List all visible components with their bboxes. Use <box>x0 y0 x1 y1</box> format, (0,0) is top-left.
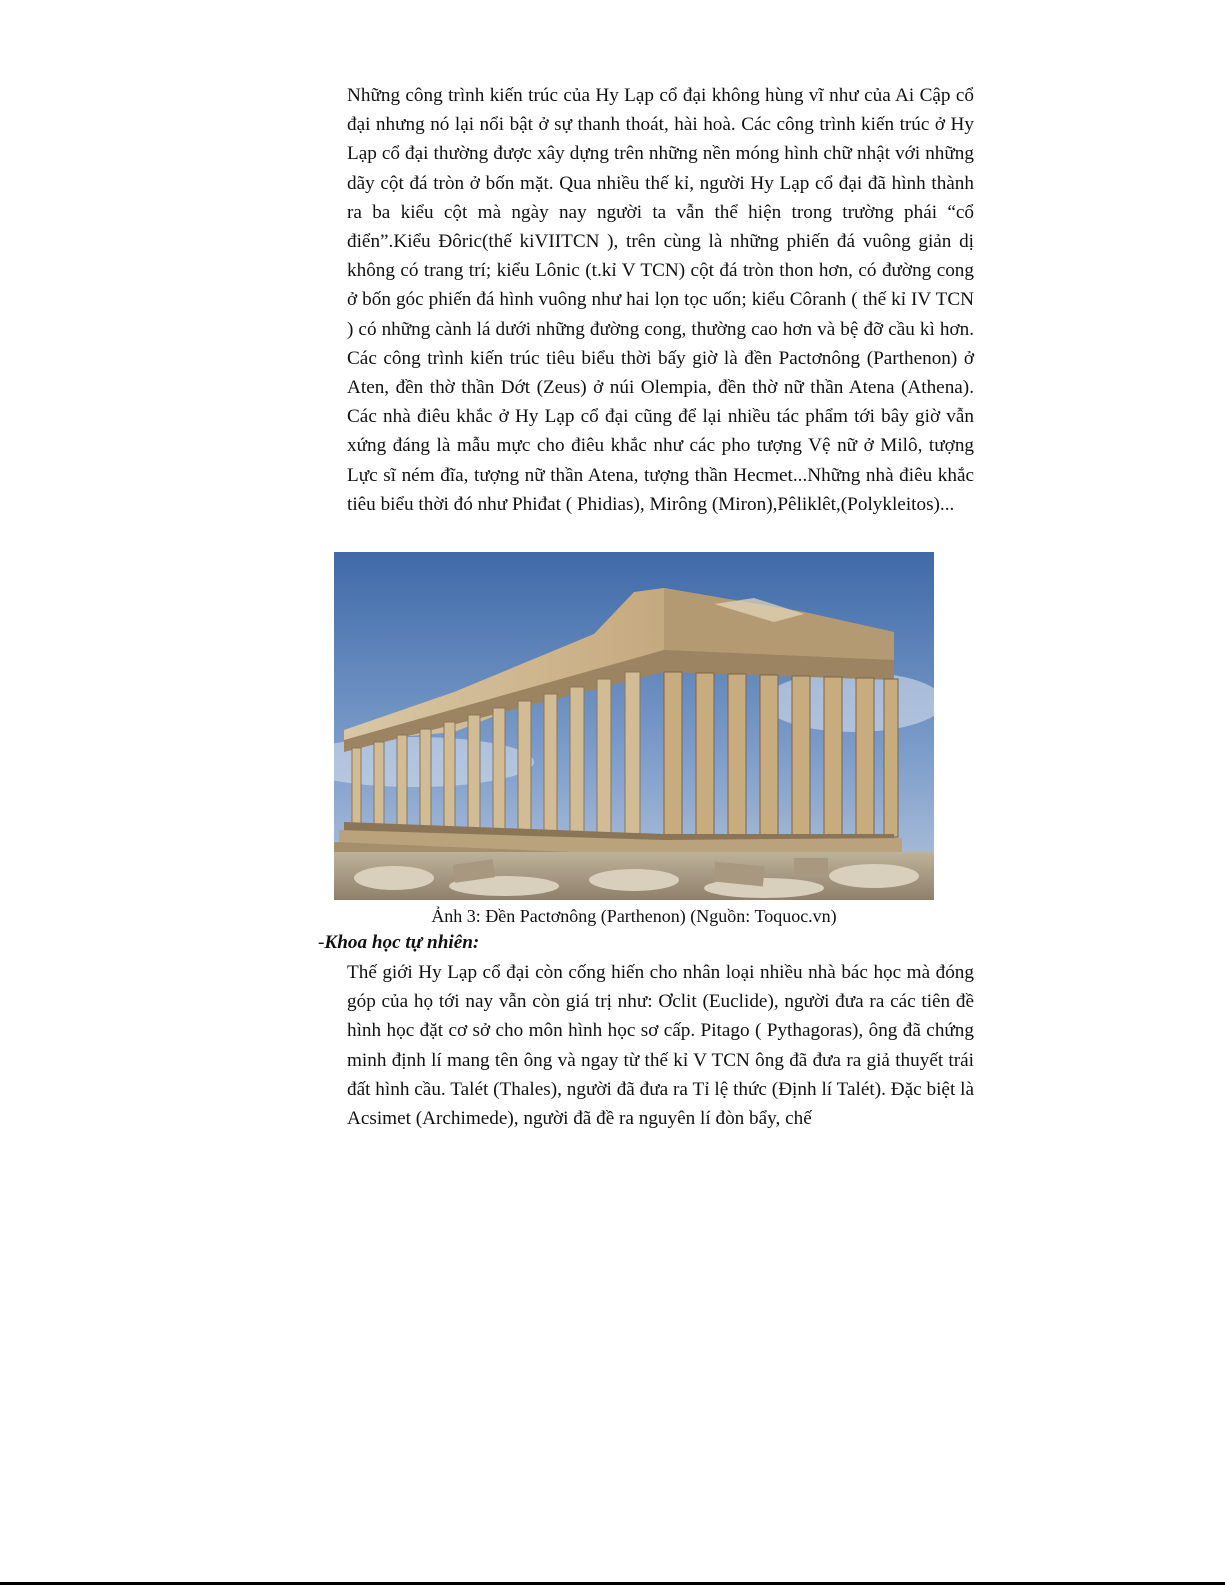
section-heading-title: Khoa học tự nhiên: <box>324 932 480 953</box>
paragraph-architecture: Những công trình kiến trúc của Hy Lạp cổ đại không hùng vĩ như của Ai Cập cổ đại nhưng nó lại nổi bật ở sự thanh thoát, hài hoà. Các công trình kiến trúc ở Hy Lạp cổ đại thường được xây dựng trên những nền móng hình chữ nhật với những dãy cột đá tròn ở bốn mặt. Qua nhiều thế kỉ, người Hy Lạp cổ đại đã hình thành ra ba kiểu cột mà ngày nay người ta vẫn thể hiện trong trường phái “cổ điển”.Kiểu Đôric(thế kiVIITCN ), trên cùng là những phiến đá vuông giản dị không có trang trí; kiểu Lônic (t.kỉ V TCN) cột đá tròn thon hơn, có đường cong ở bốn góc phiến đá hình vuông như hai lọn tọc uốn; kiểu Côranh ( thế kỉ IV TCN ) có những cành lá dưới những đường cong, thường cao hơn và bệ đỡ cầu kì hơn. Các công trình kiến trúc tiêu biểu thời bấy giờ là đền Pactơnông (Parthenon) ở Aten, đền thờ thần Dớt (Zeus) ở núi Olempia, đền thờ nữ thần Atena (Athena). Các nhà điêu khắc ở Hy Lạp cổ đại cũng để lại nhiều tác phẩm tới bây giờ vẫn xứng đáng là mẫu mực cho điêu khắc như các pho tượng Vệ nữ ở Milô, tượng Lực sĩ ném đĩa, tượng nữ thần Atena, tượng thần Hecmet...Những nhà điêu khắc tiêu biểu thời đó như Phiđat ( Phidias), Mirông (Miron),Pêliklêt,(Polykleitos)... <box>347 85 974 515</box>
section-heading-prefix: - <box>318 932 325 953</box>
section-heading <box>318 930 479 956</box>
figure-caption: Ảnh 3: Đền Pactơnông (Parthenon) (Nguồn: Toquoc.vn) <box>431 906 837 926</box>
parthenon-photo <box>334 552 934 900</box>
paragraph-science: Thế giới Hy Lạp cổ đại còn cống hiến cho nhân loại nhiều nhà bác học mà đóng góp của họ tới nay vẫn còn giá trị như: Ơclit (Euclide), người đưa ra các tiên đề hình học đặt cơ sở cho môn hình học sơ cấp. Pitago ( Pythagoras), ông đã chứng minh định lí mang tên ông và ngay từ thế kỉ V TCN ông đã đưa ra giả thuyết trái đất hình cầu. Talét (Thales), người đã đưa ra Tỉ lệ thức (Định lí Talét). Đặc biệt là Acsimet (Archimede), người đã đề ra nguyên lí đòn bẩy, chế <box>347 962 974 1130</box>
